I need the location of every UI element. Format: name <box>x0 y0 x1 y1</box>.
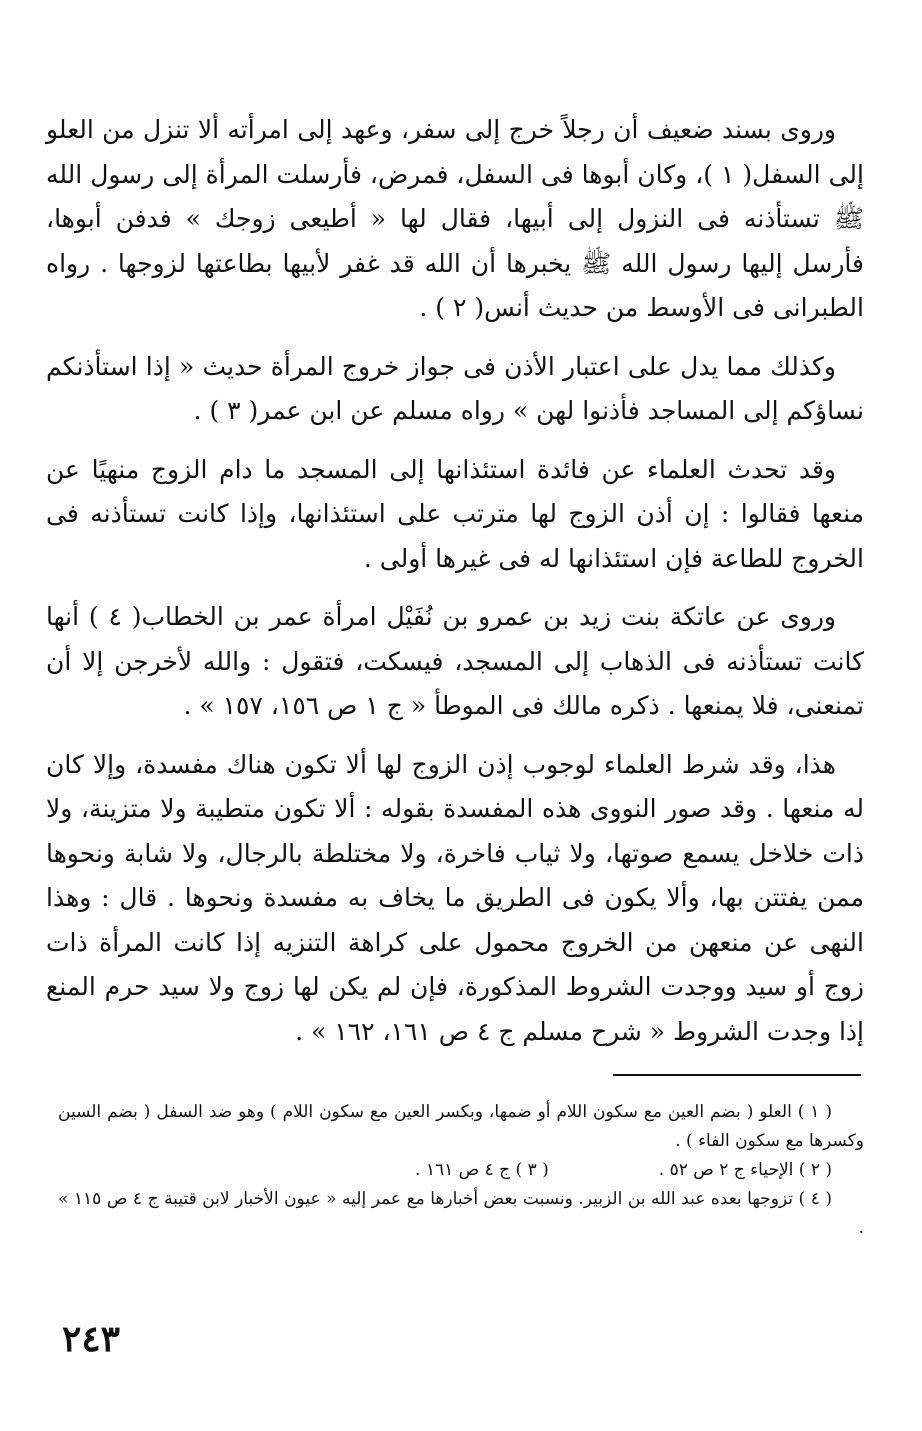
footnote-row-2-3 <box>58 1156 864 1185</box>
footnote-3: ( ٣ ) ج ٤ ص ١٦١ . <box>415 1160 549 1180</box>
footnote-2: ( ٢ ) الإحياء ج ٢ ص ٥٢ . <box>658 1160 832 1180</box>
paragraph-5: هذا، وقد شرط العلماء لوجوب إذن الزوج لها ألا تكون هناك مفسدة، وإلا كان له منعها . وقد صور النووى هذه المفسدة بقوله : ألا تكون متطيبة ولا متزينة، ولا ذات خلاخل يسمع صوتها، ولا ثياب فاخرة، ولا مختلطة بالرجال، ولا شابة ونحوها ممن يفتتن بها، وألا يكون فى الطريق ما يخاف به مفسدة ونحوها . قال : وهذا النهى عن منعهن من الخروج محمول على كراهة التنزيه إذا كانت المرأة ذات زوج أو سيد ووجدت الشروط المذكورة، فإن لم يكن لها زوج ولا سيد حرم المنع إذا وجدت الشروط « شرح مسلم ج ٤ ص ١٦١، ١٦٢ » . <box>46 749 864 1046</box>
footnote-4: ( ٤ ) تزوجها بعده عبد الله بن الزبير. ونسبت بعض أخبارها مع عمر إليه « عيون الأخبار لابن قتيبة ج ٤ ص ١١٥ » . <box>58 1189 864 1238</box>
page-number: ٢٤٣ <box>62 1318 121 1360</box>
body-text <box>46 108 864 1054</box>
footnote-separator <box>613 1074 861 1076</box>
footnotes <box>58 1098 864 1243</box>
footnote-1: ( ١ ) العلو ( بضم العين مع سكون اللام أو ضمها، وبكسر العين مع سكون اللام ) وهو ضد السفل ( بضم السين وكسرها مع سكون الفاء ) . <box>58 1102 864 1151</box>
paragraph-4: وروى عن عاتكة بنت زيد بن عمرو بن نُفَيْل امرأة عمر بن الخطاب( ٤ ) أنها كانت تستأذنه فى الذهاب إلى المسجد، فيسكت، فتقول : والله لأخرجن إلا أن تمنعنى، فلا يمنعها . ذكره مالك فى الموطأ « ج ١ ص ١٥٦، ١٥٧ » . <box>46 602 864 720</box>
paragraph-1: وروى بسند ضعيف أن رجلاً خرج إلى سفر، وعهد إلى امرأته ألا تنزل من العلو إلى السفل( ١ )، وكان أبوها فى السفل، فمرض، فأرسلت المرأة إلى رسول الله ﷺ تستأذنه فى النزول إلى أبيها، فقال لها « أطيعى زوجك » فدفن أبوها، فأرسل إليها رسول الله ﷺ يخبرها أن الله قد غفر لأبيها بطاعتها لزوجها . رواه الطبرانى فى الأوسط من حديث أنس( ٢ ) . <box>46 115 864 322</box>
paragraph-2: وكذلك مما يدل على اعتبار الأذن فى جواز خروج المرأة حديث « إذا استأذنكم نساؤكم إلى المساجد فأذنوا لهن » رواه مسلم عن ابن عمر( ٣ ) . <box>46 351 864 425</box>
paragraph-3: وقد تحدث العلماء عن فائدة استئذانها إلى المسجد ما دام الزوج منهيًا عن منعها فقالوا : إن أذن الزوج لها مترتب على استئذانها، وإذا كانت تستأذنه فى الخروج للطاعة فإن استئذانها له فى غيرها أولى . <box>46 454 864 573</box>
